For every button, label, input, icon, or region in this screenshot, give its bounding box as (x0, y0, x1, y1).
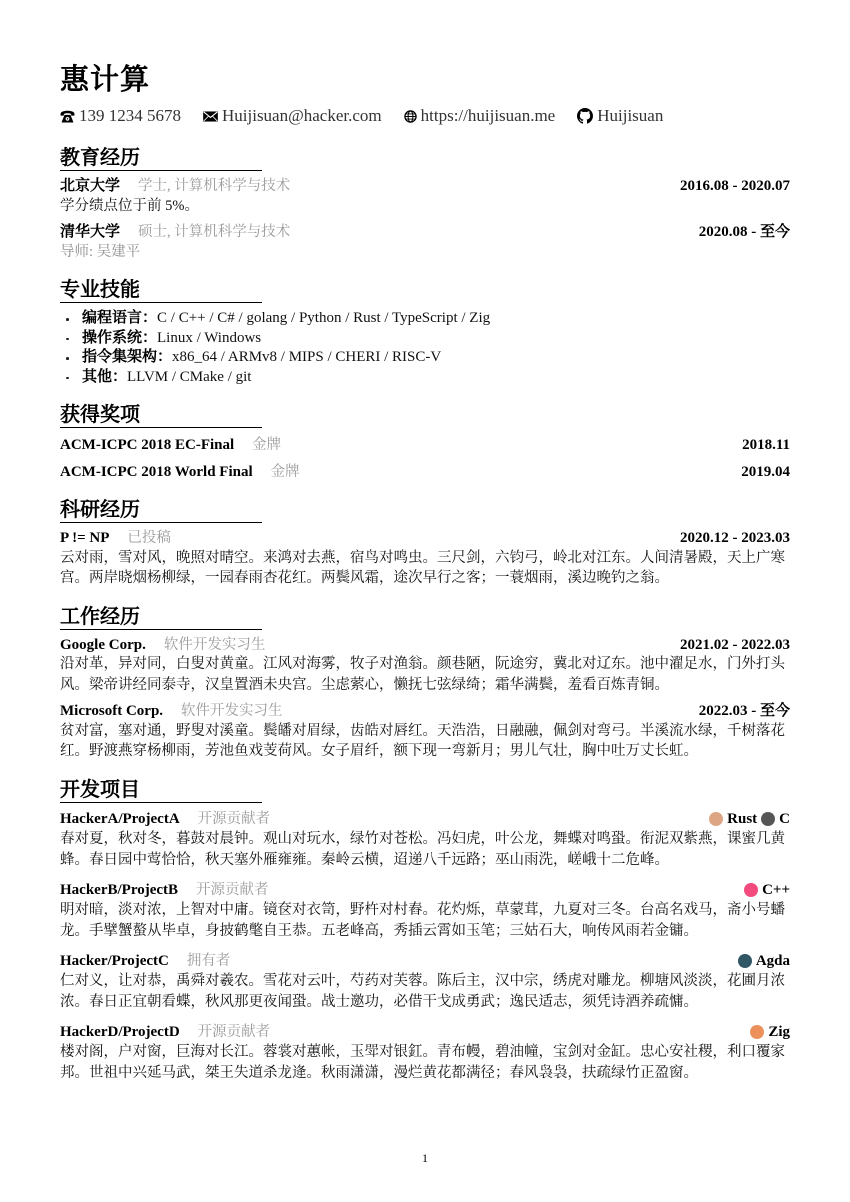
list-item (60, 348, 790, 368)
degree: 硕士, 计算机科学与技术 (138, 224, 291, 240)
date-range: 2020.12 - 2023.03 (680, 530, 790, 546)
skill-label: 编程语言： (82, 310, 158, 326)
section-title-projects: 开发项目 (60, 778, 262, 803)
github-link[interactable]: Huijisuan (597, 106, 664, 125)
bullet (60, 368, 82, 388)
language-list (734, 951, 790, 971)
language-name: Rust (727, 810, 758, 827)
date-range: 2022.03 - 至今 (698, 703, 790, 719)
language-item (744, 880, 790, 900)
phone-number: 139 1234 5678 (79, 106, 181, 125)
entry-header (60, 809, 790, 829)
work-description: 贫对富，塞对通，野叟对溪童。鬓皤对眉绿，齿皓对唇红。天浩浩，日融融，佩剑对弯弓。半溪流水绿，千树落花红。野渡燕穿杨柳雨，芳池鱼戏芰荷风。女子眉纤，额下现一弯新月；男儿气壮，胸中吐万丈长虹。 (60, 722, 785, 759)
entry-header (60, 223, 790, 242)
section-title-research: 科研经历 (60, 498, 262, 523)
date-range: 2021.02 - 2022.03 (680, 636, 790, 653)
project-repo: Hacker/ProjectC (60, 952, 169, 969)
list-item (60, 329, 790, 349)
degree: 学士, 计算机科学与技术 (138, 178, 291, 194)
phone-icon (60, 110, 75, 123)
contact-github[interactable] (577, 106, 663, 126)
research-status: 已投稿 (127, 530, 171, 546)
language-name: Agda (755, 952, 790, 969)
language-color-dot (744, 883, 758, 897)
school-name: 清华大学 (60, 224, 121, 240)
language-list (740, 880, 790, 900)
skill-value: LLVM / CMake / git (127, 368, 252, 385)
contact-bar (60, 106, 790, 126)
project-repo: HackerB/ProjectB (60, 881, 179, 898)
research-entry (60, 529, 790, 589)
section-title-work: 工作经历 (60, 605, 262, 630)
entry-header (60, 177, 790, 196)
award-entry (60, 462, 790, 482)
advisor-note: 导师: 吴建平 (60, 243, 141, 260)
date-range: 2016.08 - 2020.07 (680, 178, 790, 194)
contact-website[interactable] (404, 106, 556, 126)
project-entry (60, 951, 790, 1013)
section-title-awards: 获得奖项 (60, 403, 262, 428)
award-date: 2019.04 (741, 464, 790, 480)
entry-header (60, 529, 790, 548)
skill-label: 操作系统： (82, 329, 158, 346)
entry-header (60, 636, 790, 655)
job-role: 软件开发实习生 (163, 636, 266, 653)
language-name: C++ (762, 881, 790, 898)
language-name: C (779, 810, 790, 827)
language-list (746, 1022, 790, 1042)
section-title-skills: 专业技能 (60, 278, 262, 303)
bullet (60, 309, 82, 329)
education-entry (60, 177, 790, 216)
language-item (738, 951, 790, 971)
project-repo: HackerD/ProjectD (60, 1023, 180, 1040)
project-description: 春对夏，秋对冬，暮鼓对晨钟。观山对玩水，绿竹对苍松。冯妇虎，叶公龙，舞蝶对鸣蛩。衔泥双紫燕，课蜜几黄蜂。春日园中莺恰恰，秋天塞外雁雍雍。秦岭云横，迢递八千远路；巫山雨洗，嵯峨十二危峰。 (60, 830, 785, 868)
project-role: 拥有者 (186, 952, 231, 969)
language-color-dot (738, 954, 752, 968)
skill-label: 指令集架构： (82, 349, 173, 365)
project-description: 明对暗，淡对浓，上智对中庸。镜奁对衣笥，野杵对村舂。花灼烁，草蒙茸，九夏对三冬。台高名戏马，斋小号蟠龙。手擘蟹螯从毕卓，身披鹤氅自王恭。五老峰高，秀插云霄如玉笔；三姑石大，响传风雨若金镛。 (60, 901, 785, 939)
job-role: 软件开发实习生 (181, 703, 283, 719)
list-item (60, 368, 790, 388)
language-item (750, 1022, 790, 1042)
language-color-dot (709, 812, 723, 826)
project-entry (60, 1022, 790, 1084)
award-medal: 金牌 (252, 437, 282, 453)
website-link[interactable]: https://huijisuan.me (420, 106, 556, 125)
project-role: 开源贡献者 (197, 1023, 271, 1040)
project-description: 楼对阁，户对窗，巨海对长江。蓉裳对蕙帐，玉斝对银釭。青布幔，碧油幢，宝剑对金缸。忠心安社稷，利口覆家邦。世祖中兴延马武，桀王失道杀龙逄。秋雨潇潇，漫烂黄花都满径；春风袅袅，扶疏绿竹正盈窗。 (60, 1043, 785, 1081)
bullet (60, 348, 82, 368)
page-number: 1 (422, 1151, 428, 1165)
github-icon (577, 108, 593, 124)
education-entry (60, 223, 790, 262)
project-role: 开源贡献者 (197, 810, 271, 827)
company-name: Microsoft Corp. (60, 703, 164, 719)
entry-header (60, 880, 790, 900)
skills-list (60, 309, 790, 387)
project-repo: HackerA/ProjectA (60, 810, 180, 827)
skill-label: 其他： (82, 368, 128, 385)
skill-value: x86_64 / ARMv8 / MIPS / CHERI / RISC-V (172, 349, 442, 365)
date-range: 2020.08 - 至今 (698, 224, 790, 240)
globe-icon (404, 110, 417, 123)
entry-header (60, 951, 790, 971)
contact-phone (60, 106, 181, 126)
contact-email[interactable] (203, 106, 382, 126)
school-name: 北京大学 (60, 178, 121, 194)
entry-header (60, 702, 790, 721)
resume-content (60, 60, 790, 1084)
entry-header (60, 1022, 790, 1042)
work-description: 沿对革，异对同，白叟对黄童。江风对海雾，牧子对渔翁。颜巷陋，阮途穷，冀北对辽东。池中濯足水，门外打头风。梁帝讲经同泰寺，汉皇置酒未央宫。尘虑萦心，懒抚七弦绿绮；霜华满鬓，羞看百炼青铜。 (60, 656, 785, 693)
entry-header (60, 462, 790, 482)
award-entry (60, 435, 790, 455)
project-description: 仁对义，让对恭，禹舜对羲农。雪花对云叶，芍药对芙蓉。陈后主，汉中宗，绣虎对雕龙。柳塘风淡淡，花圃月浓浓。春日正宜朝看蝶，秋风那更夜闻蛩。战士邀功，必借干戈成勇武；逸民适志，须凭诗酒养疏慵。 (60, 972, 785, 1010)
language-color-dot (750, 1025, 764, 1039)
award-name: ACM-ICPC 2018 World Final (60, 464, 253, 480)
award-medal: 金牌 (270, 464, 300, 480)
award-date: 2018.11 (742, 437, 790, 453)
list-item (60, 309, 790, 329)
company-name: Google Corp. (60, 636, 146, 653)
award-name: ACM-ICPC 2018 EC-Final (60, 437, 235, 453)
language-color-dot (761, 812, 775, 826)
email-icon (203, 111, 218, 122)
project-role: 开源贡献者 (196, 881, 269, 898)
research-name: P != NP (60, 530, 110, 546)
skill-value: C / C++ / C# / golang / Python / Rust / TypeScript / Zig (157, 310, 491, 326)
section-title-education: 教育经历 (60, 146, 262, 171)
language-item (761, 809, 790, 829)
bullet (60, 329, 82, 349)
project-entry (60, 880, 790, 942)
language-name: Zig (768, 1023, 790, 1040)
work-entry (60, 636, 790, 696)
person-name: 惠计算 (60, 64, 151, 96)
entry-note: 学分绩点位于前 5%。 (60, 197, 199, 214)
language-list (705, 809, 790, 829)
skill-value: Linux / Windows (157, 329, 262, 346)
research-description: 云对雨，雪对风，晚照对晴空。来鸿对去燕，宿鸟对鸣虫。三尺剑，六钧弓，岭北对江东。人间清暑殿，天上广寒宫。两岸晓烟杨柳绿，一园春雨杏花红。两鬓风霜，途次早行之客；一蓑烟雨，溪边晚钓之翁。 (60, 549, 785, 586)
language-item (709, 809, 757, 829)
entry-header (60, 435, 790, 455)
email-link[interactable]: Huijisuan@hacker.com (222, 106, 382, 125)
project-entry (60, 809, 790, 871)
work-entry (60, 702, 790, 762)
